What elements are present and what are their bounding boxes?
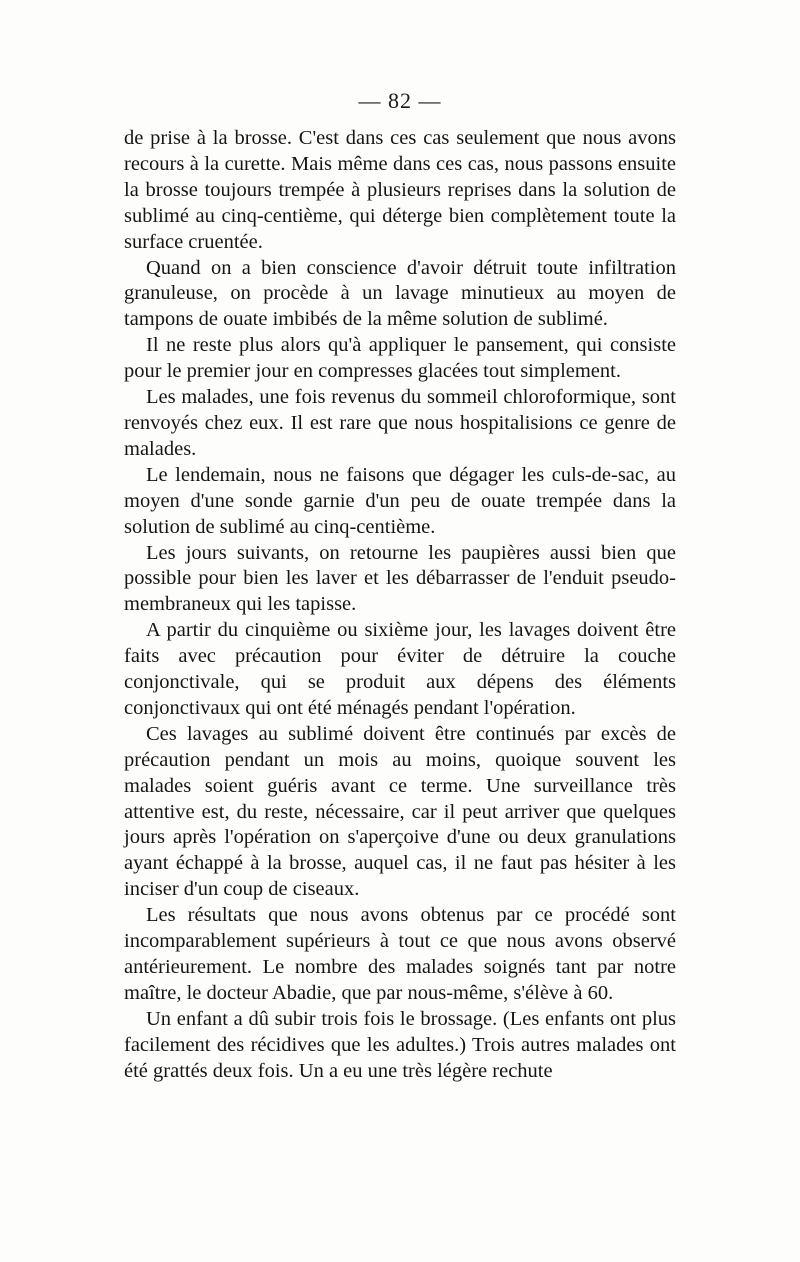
paragraph: Il ne reste plus alors qu'à appliquer le pansement, qui consiste pour le premier jour en compresses glacées tout simplement. <box>124 334 676 383</box>
body-text <box>124 126 676 1085</box>
paragraph: A partir du cinquième ou sixième jour, les lavages doivent être faits avec précaution pour éviter de détruire la couche conjonctivale, qui se produit aux dépens des éléments conjonctivaux qui ont été ménagés pendant l'opération. <box>124 619 676 719</box>
paragraph: Quand on a bien conscience d'avoir détruit toute infiltration granuleuse, on procède à un lavage minutieux au moyen de tampons de ouate imbibés de la même solution de sublimé. <box>124 256 676 331</box>
paragraph: Ces lavages au sublimé doivent être continués par excès de précaution pendant un mois au moins, quoique souvent les malades soient guéris avant ce terme. Une surveillance très attentive est, du reste, nécessaire, car il peut arriver que quelques jours après l'opération on s'aperçoive d'une ou deux granulations ayant échappé à la brosse, auquel cas, il ne faut pas hésiter à les inciser d'un coup de ciseaux. <box>124 722 676 901</box>
page-number: — 82 — <box>358 88 442 113</box>
paragraph: Les résultats que nous avons obtenus par ce procédé sont incomparablement supérieurs à tout ce que nous avons observé antérieurement. Le nombre des malades soignés tant par notre maître, le docteur Abadie, que par nous-même, s'élève à 60. <box>124 904 676 1004</box>
paragraph: Les jours suivants, on retourne les paupières aussi bien que possible pour bien les laver et les débarrasser de l'enduit pseudo-membraneux qui les tapisse. <box>124 541 676 616</box>
paragraph: de prise à la brosse. C'est dans ces cas seulement que nous avons recours à la curette. Mais même dans ces cas, nous passons ensuite la brosse toujours trempée à plusieurs reprises dans la solution de sublimé au cinq-centième, qui déterge bien complètement toute la surface cruentée. <box>124 127 676 253</box>
paragraph: Les malades, une fois revenus du sommeil chloroformique, sont renvoyés chez eux. Il est rare que nous hospitalisions ce genre de malades. <box>124 386 676 460</box>
paragraph: Le lendemain, nous ne faisons que dégager les culs-de-sac, au moyen d'une sonde garnie d'un peu de ouate trempée dans la solution de sublimé au cinq-centième. <box>124 463 676 538</box>
paragraph: Un enfant a dû subir trois fois le brossage. (Les enfants ont plus facilement des récidives que les adultes.) Trois autres malades ont été grattés deux fois. Un a eu une très légère rechute <box>124 1007 676 1082</box>
